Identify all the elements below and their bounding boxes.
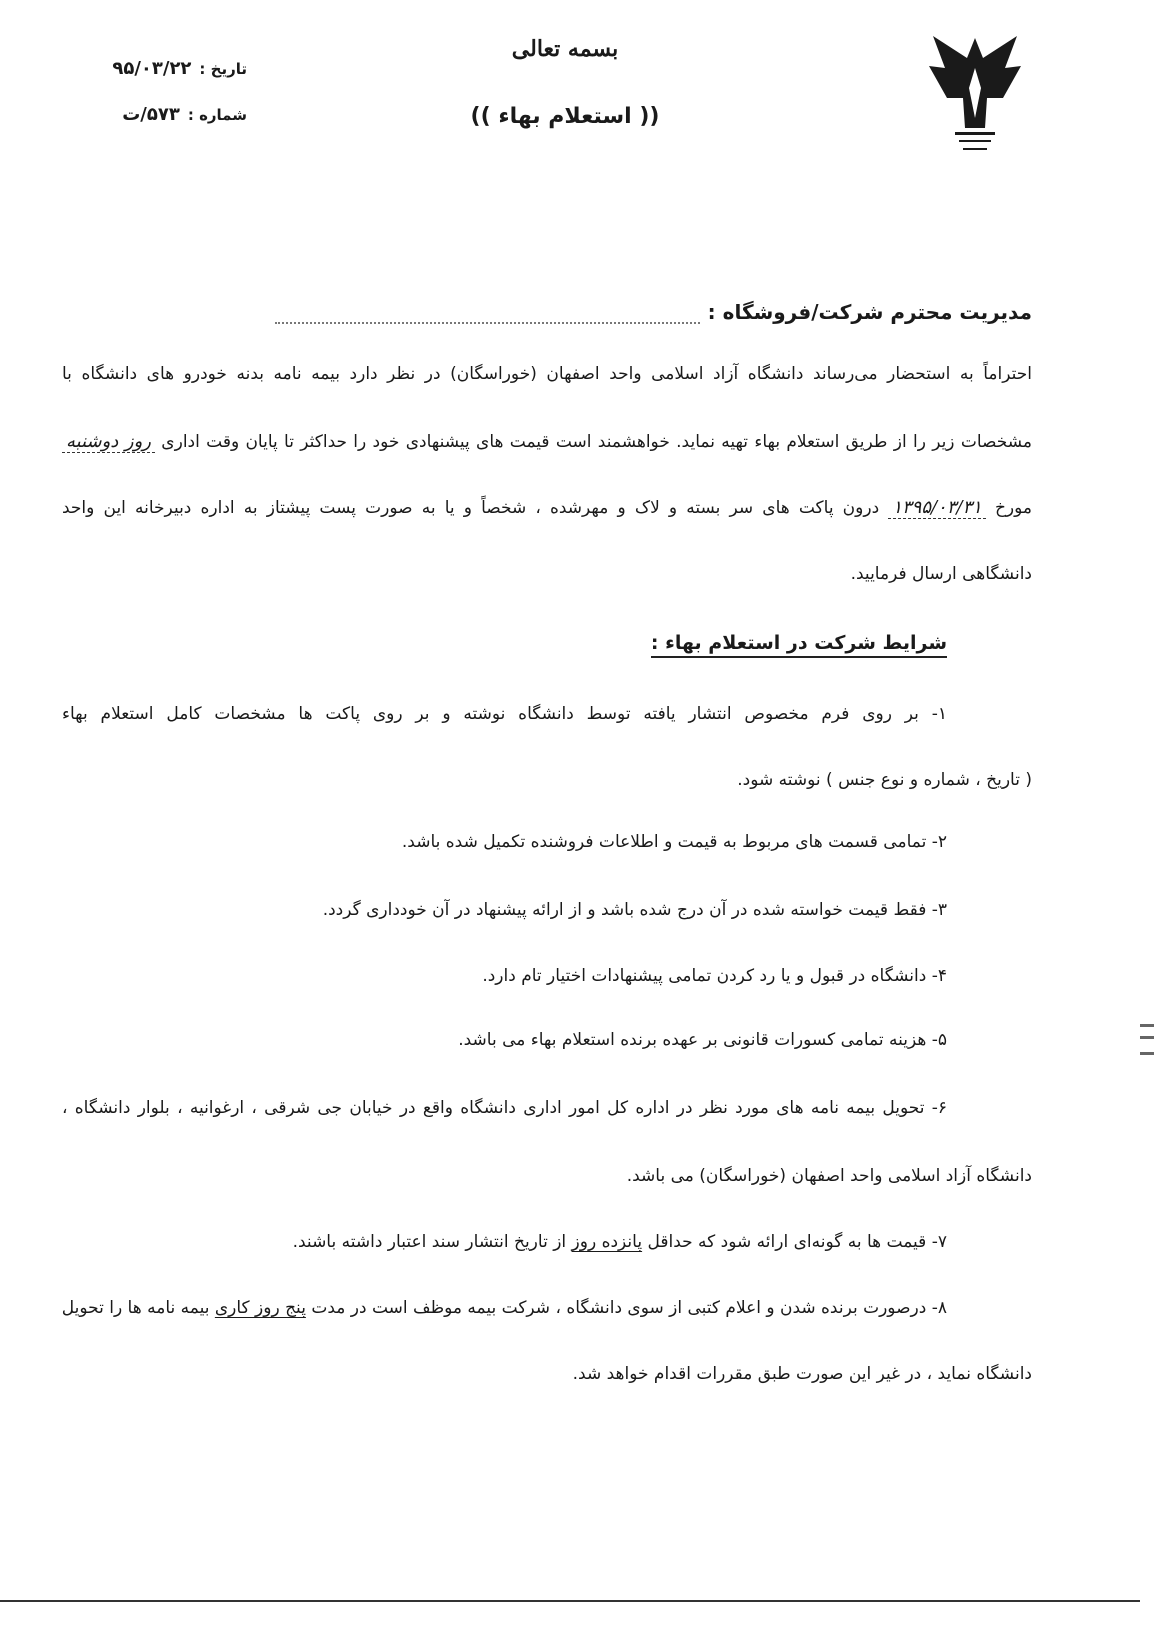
condition-8-line-2: دانشگاه نماید ، در غیر این صورت طبق مقررات اقدام خواهد شد. [572, 1364, 1032, 1384]
condition-1-line-1: ۱- بر روی فرم مخصوص انتشار یافته توسط دانشگاه نوشته و بر روی پاکت ها مشخصات کامل استعلام بهاء [62, 704, 947, 724]
condition-6-line-2: دانشگاه آزاد اسلامی واحد اصفهان (خوراسگان) می باشد. [626, 1166, 1032, 1186]
condition-2: ۲- تمامی قسمت های مربوط به قیمت و اطلاعات فروشنده تکمیل شده باشد. [401, 832, 947, 852]
intro-line-2 [62, 430, 1032, 454]
university-emblem-icon [925, 28, 1025, 168]
basmala-heading: بسمه تعالی [511, 36, 619, 62]
condition-7 [62, 1230, 947, 1254]
intro-line-3 [62, 496, 1032, 520]
intro-line-4: دانشگاهی ارسال فرمایید. [850, 564, 1032, 584]
handwritten-day: روز دوشنبه [62, 431, 155, 453]
addressee-line [275, 300, 1032, 324]
scan-margin-mark [1140, 1052, 1154, 1055]
handwritten-deadline-date: ۱۳۹۵/۰۳/۳۱ [888, 497, 985, 519]
condition-5: ۵- هزینه تمامی کسورات قانونی بر عهده برنده استعلام بهاء می باشد. [458, 1030, 947, 1050]
addressee-blank [275, 304, 700, 324]
addressee-label: مدیریت محترم شرکت/فروشگاه : [707, 300, 1032, 324]
condition-7-after: از تاریخ انتشار سند اعتبار داشته باشند. [292, 1232, 567, 1252]
condition-1-line-2: ( تاریخ ، شماره و نوع جنس ) نوشته شود. [737, 770, 1032, 790]
conditions-heading: شرایط شرکت در استعلام بهاء : [651, 632, 947, 658]
letter-number-field [122, 104, 247, 125]
scan-margin-mark [1140, 1036, 1154, 1039]
intro-line-2-text: مشخصات زیر را از طریق استعلام بهاء تهیه نماید. خواهشمند است قیمت های پیشنهادی خود را حداکثر تا پایان وقت اداری [161, 432, 1032, 452]
condition-7-before: ۷- قیمت ها به گونه‌ای ارائه شود که حداقل [647, 1232, 947, 1252]
condition-8-after: بیمه نامه ها را تحویل [61, 1298, 210, 1318]
condition-6-line-1: ۶- تحویل بیمه نامه های مورد نظر در اداره کل امور اداری دانشگاه واقع در خیابان جی شرقی ، ارغوانیه ، بلوار دانشگاه ، [62, 1098, 947, 1118]
condition-7-underlined: پانزده روز [571, 1232, 643, 1252]
letter-number-value: ۵۷۳/ت [122, 104, 180, 125]
condition-8-before: ۸- درصورت برنده شدن و اعلام کتبی از سوی دانشگاه ، شرکت بیمه موظف است در مدت [311, 1298, 947, 1318]
footer-rule [0, 1600, 1140, 1602]
date-field [112, 58, 247, 79]
intro-line-1: احتراماً به استحضار می‌رساند دانشگاه آزاد اسلامی واحد اصفهان (خوراسگان) در نظر دارد بیمه نامه بدنه خودرو های دانشگاه با [62, 364, 1032, 384]
intro-line-3-prefix: مورخ [994, 498, 1033, 518]
letter-number-label: شماره : [187, 106, 247, 124]
condition-3: ۳- فقط قیمت خواسته شده در آن درج شده باشد و از ارائه پیشنهاد در آن خودداری گردد. [322, 900, 947, 920]
condition-8-line-1 [62, 1296, 947, 1320]
date-value: ۹۵/۰۳/۲۲ [112, 58, 192, 79]
date-label: تاریخ : [199, 60, 247, 78]
document-title: (( استعلام بهاء )) [470, 104, 660, 129]
scan-margin-mark [1140, 1024, 1154, 1027]
condition-8-underlined: پنج روز کاری [214, 1298, 306, 1318]
intro-line-3-text: درون پاکت های سر بسته و لاک و مهرشده ، شخصاً و یا به صورت پست پیشتاز به اداره دبیرخانه این واحد [62, 498, 880, 518]
condition-4: ۴- دانشگاه در قبول و یا رد کردن تمامی پیشنهادات اختیار تام دارد. [482, 966, 947, 986]
